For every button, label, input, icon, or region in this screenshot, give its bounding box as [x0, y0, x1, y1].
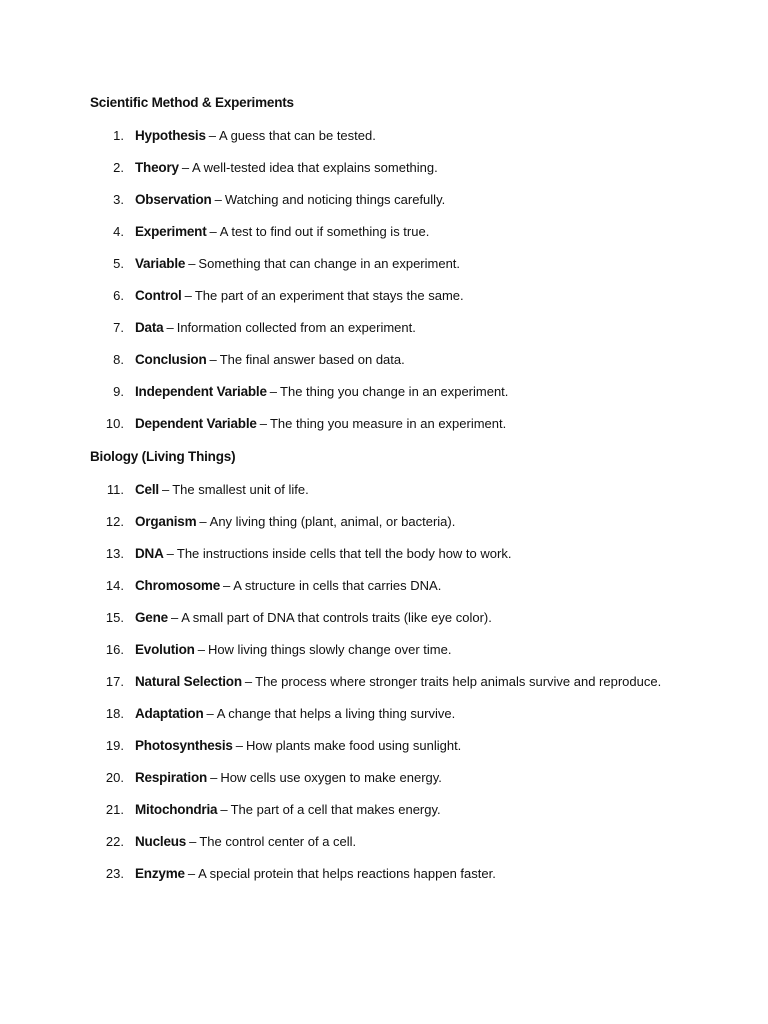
list-item: [90, 253, 675, 275]
document-content: [90, 93, 662, 897]
separator: –: [181, 160, 190, 175]
definition: The process where stronger traits help animals survive and reproduce.: [255, 674, 662, 689]
list-item: [90, 349, 675, 371]
item-number: 10.: [105, 416, 124, 431]
item-number: 16.: [105, 642, 124, 657]
list-item: [90, 381, 675, 403]
item-number: 22.: [105, 834, 124, 849]
list-item: [90, 221, 675, 243]
separator: –: [166, 546, 174, 561]
term: Independent Variable: [135, 384, 267, 399]
item-number: 7.: [113, 320, 124, 335]
term: Conclusion: [135, 352, 207, 367]
definition: A test to find out if something is true.: [219, 224, 430, 239]
list-item: [90, 413, 675, 435]
term: Variable: [135, 256, 186, 271]
term: Respiration: [135, 770, 208, 785]
list-item: [90, 831, 675, 853]
list-item: [90, 671, 675, 693]
separator: –: [187, 866, 196, 881]
definition: A well-tested idea that explains something.: [192, 160, 438, 175]
list-item: [90, 125, 675, 147]
definition: The instructions inside cells that tell the body how to work.: [176, 546, 512, 561]
definition: How plants make food using sunlight.: [245, 738, 462, 753]
section-biology: [90, 447, 662, 885]
separator: –: [269, 384, 278, 399]
separator: –: [244, 674, 253, 689]
item-number: 3.: [113, 192, 124, 207]
term: Photosynthesis: [135, 738, 233, 753]
list-item: [90, 607, 675, 629]
separator: –: [170, 610, 179, 625]
definition: The smallest unit of life.: [172, 482, 309, 497]
item-number: 18.: [105, 706, 124, 721]
definition: A small part of DNA that controls traits (like eye color).: [181, 610, 492, 625]
item-number: 12.: [105, 514, 124, 529]
term: Enzyme: [135, 866, 185, 881]
term: Hypothesis: [135, 128, 206, 143]
definition: How cells use oxygen to make energy.: [220, 770, 442, 785]
item-number: 1.: [113, 128, 124, 143]
term: Mitochondria: [135, 802, 218, 817]
term: Observation: [135, 192, 212, 207]
term: Data: [135, 320, 164, 335]
term: Gene: [135, 610, 168, 625]
term: Theory: [135, 160, 179, 175]
list-item: [90, 575, 675, 597]
list-item: [90, 479, 675, 501]
separator: –: [214, 192, 222, 207]
list-item: [90, 703, 675, 725]
section-scientific-method: [90, 93, 650, 435]
item-number: 17.: [105, 674, 124, 689]
separator: –: [209, 224, 217, 239]
item-number: 9.: [113, 384, 124, 399]
separator: –: [188, 256, 196, 271]
definition: A change that helps a living thing survive.: [216, 706, 456, 721]
item-number: 14.: [105, 578, 124, 593]
separator: –: [166, 320, 174, 335]
term: Natural Selection: [135, 674, 242, 689]
item-number: 15.: [105, 610, 124, 625]
term: Experiment: [135, 224, 207, 239]
definition: A structure in cells that carries DNA.: [233, 578, 442, 593]
separator: –: [210, 770, 218, 785]
list-item: [90, 639, 675, 661]
item-number: 2.: [113, 160, 124, 175]
term: Nucleus: [135, 834, 187, 849]
separator: –: [184, 288, 192, 303]
definition: The final answer based on data.: [219, 352, 405, 367]
term: Adaptation: [135, 706, 204, 721]
definition: How living things slowly change over time.: [207, 642, 452, 657]
separator: –: [199, 514, 207, 529]
item-number: 21.: [105, 802, 124, 817]
definition: The part of a cell that makes energy.: [230, 802, 441, 817]
separator: –: [189, 834, 197, 849]
term: Cell: [135, 482, 159, 497]
separator: –: [235, 738, 243, 753]
separator: –: [208, 128, 217, 143]
list-item: [90, 157, 675, 179]
item-number: 5.: [113, 256, 124, 271]
term-list: [90, 125, 650, 435]
term: Organism: [135, 514, 197, 529]
separator: –: [259, 416, 267, 431]
definition: The part of an experiment that stays the same.: [194, 288, 464, 303]
separator: –: [206, 706, 214, 721]
list-item: [90, 543, 675, 565]
list-item: [90, 863, 675, 885]
section-heading: Biology (Living Things): [90, 449, 236, 464]
item-number: 6.: [113, 288, 124, 303]
definition: Information collected from an experiment.: [176, 320, 416, 335]
list-item: [90, 799, 675, 821]
term-list: [90, 479, 662, 885]
list-item: [90, 735, 675, 757]
term: Dependent Variable: [135, 416, 257, 431]
section-heading: Scientific Method & Experiments: [90, 95, 294, 110]
item-number: 19.: [105, 738, 124, 753]
item-number: 8.: [113, 352, 124, 367]
term: Control: [135, 288, 182, 303]
item-number: 11.: [106, 482, 124, 497]
separator: –: [223, 578, 231, 593]
term: Chromosome: [135, 578, 221, 593]
separator: –: [220, 802, 228, 817]
list-item: [90, 511, 675, 533]
definition: Watching and noticing things carefully.: [224, 192, 446, 207]
list-item: [90, 285, 675, 307]
separator: –: [197, 642, 205, 657]
definition: The thing you change in an experiment.: [280, 384, 509, 399]
separator: –: [161, 482, 170, 497]
list-item: [90, 189, 675, 211]
item-number: 13.: [105, 546, 124, 561]
item-number: 23.: [105, 866, 124, 881]
definition: Something that can change in an experiment.: [198, 256, 461, 271]
list-item: [90, 767, 675, 789]
term: Evolution: [135, 642, 195, 657]
definition: Any living thing (plant, animal, or bacteria).: [209, 514, 456, 529]
separator: –: [209, 352, 217, 367]
definition: A special protein that helps reactions happen faster.: [198, 866, 496, 881]
term: DNA: [135, 546, 164, 561]
definition: The control center of a cell.: [199, 834, 357, 849]
item-number: 4.: [113, 224, 124, 239]
definition: The thing you measure in an experiment.: [269, 416, 507, 431]
list-item: [90, 317, 675, 339]
definition: A guess that can be tested.: [219, 128, 376, 143]
item-number: 20.: [105, 770, 124, 785]
